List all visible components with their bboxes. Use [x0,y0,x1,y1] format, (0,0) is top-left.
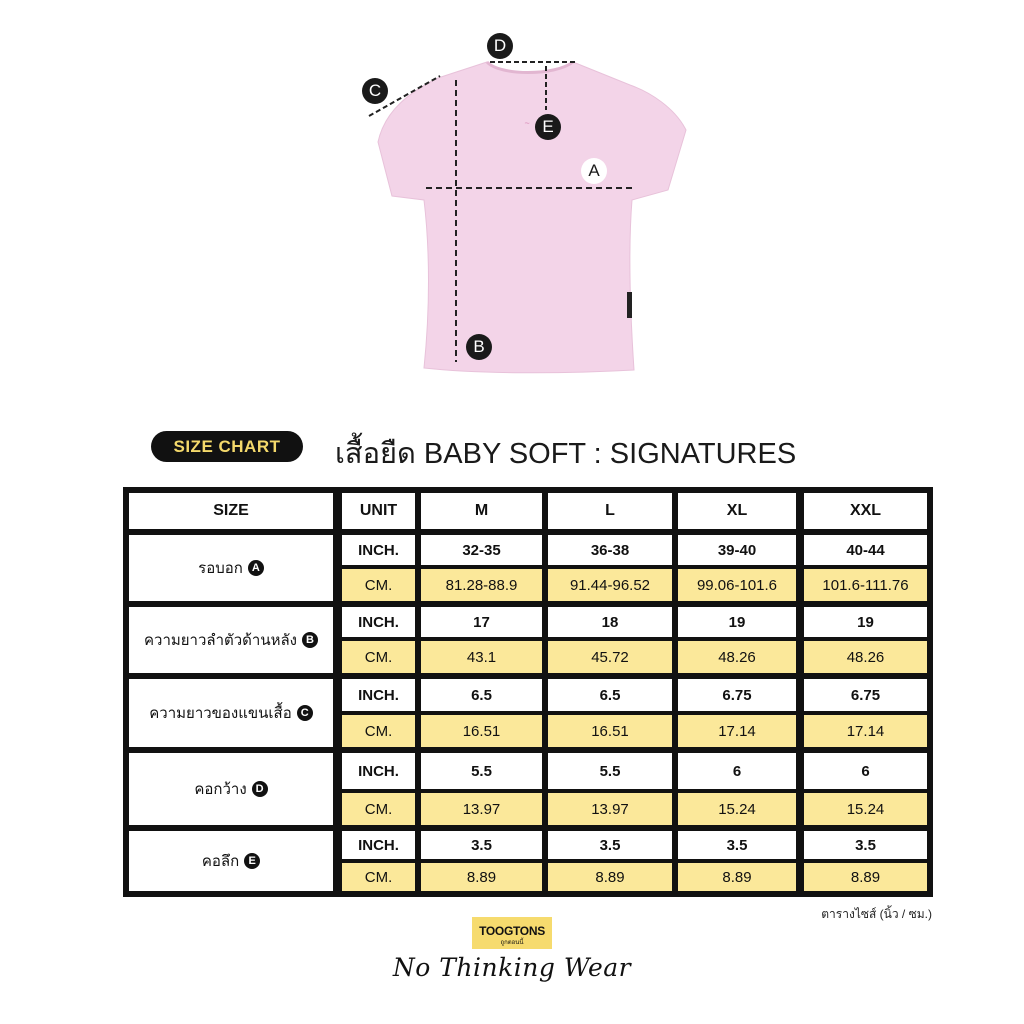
row-label-text: คอลึก [201,853,240,870]
row-label-back-length [129,607,333,673]
table-cell: 15.24 [804,793,927,825]
table-cell: 8.89 [804,863,927,891]
table-cell: 3.5 [548,831,672,859]
shirt-shape [378,62,686,373]
table-cell: 99.06-101.6 [678,569,796,601]
brand-name: TOOGTONS [479,924,545,938]
table-cell: 6 [678,753,796,789]
table-cell: 6 [804,753,927,789]
row-label-sleeve-length [129,679,333,747]
side-tag [627,292,632,318]
unit-cm: CM. [342,641,415,673]
table-cell: 6.5 [421,679,542,711]
table-cell: 5.5 [421,753,542,789]
table-cell: 6.75 [678,679,796,711]
unit-cm: CM. [342,863,415,891]
row-marker-e: E [244,853,260,869]
table-cell: 48.26 [678,641,796,673]
row-marker-a: A [248,560,264,576]
table-cell: 16.51 [548,715,672,747]
row-label-text: ความยาวลำตัวด้านหลัง [143,632,297,649]
table-cell: 48.26 [804,641,927,673]
row-label-text: รอบอก [198,560,243,577]
row-label-text: คอกว้าง [194,781,247,798]
tagline: No Thinking Wear [392,953,632,982]
table-cell: 17 [421,607,542,637]
unit-inch: INCH. [342,607,415,637]
unit-inch: INCH. [342,679,415,711]
table-cell: 3.5 [678,831,796,859]
shirt-diagram [0,0,1024,400]
table-cell: 15.24 [678,793,796,825]
row-label-neck-width [129,753,333,825]
header-size: SIZE [129,493,333,529]
chest-embroidery: ~ [524,118,530,128]
row-marker-c: C [297,705,313,721]
header-size-m: M [421,493,542,529]
product-title: เสื้อยืด BABY SOFT : SIGNATURES [335,438,797,470]
table-cell: 8.89 [421,863,542,891]
table-cell: 13.97 [548,793,672,825]
table-cell: 8.89 [548,863,672,891]
row-marker-b: B [302,632,318,648]
header-size-xl: XL [678,493,796,529]
table-cell: 101.6-111.76 [804,569,927,601]
table-cell: 3.5 [804,831,927,859]
table-cell: 6.75 [804,679,927,711]
unit-cm: CM. [342,715,415,747]
table-cell: 6.5 [548,679,672,711]
row-marker-d: D [252,781,268,797]
shirt-illustration [0,0,1024,400]
unit-cm: CM. [342,569,415,601]
unit-cm: CM. [342,793,415,825]
marker-e: E [535,114,561,140]
row-label-neck-depth [129,831,333,891]
table-cell: 43.1 [421,641,542,673]
table-cell: 17.14 [804,715,927,747]
table-cell: 81.28-88.9 [421,569,542,601]
marker-a: A [581,158,607,184]
header-size-xxl: XXL [804,493,927,529]
row-label-text: ความยาวของแขนเสื้อ [149,705,292,722]
unit-inch: INCH. [342,535,415,565]
table-cell: 36-38 [548,535,672,565]
marker-c: C [362,78,388,104]
table-cell: 13.97 [421,793,542,825]
marker-b: B [466,334,492,360]
table-cell: 3.5 [421,831,542,859]
header-size-l: L [548,493,672,529]
row-label-chest [129,535,333,601]
table-cell: 8.89 [678,863,796,891]
unit-inch: INCH. [342,753,415,789]
header-unit: UNIT [342,493,415,529]
table-cell: 40-44 [804,535,927,565]
table-cell: 19 [804,607,927,637]
brand-logo [472,917,552,949]
table-cell: 18 [548,607,672,637]
unit-inch: INCH. [342,831,415,859]
table-cell: 45.72 [548,641,672,673]
table-cell: 91.44-96.52 [548,569,672,601]
brand-subtext: ถูกตอนนี้ [500,940,524,946]
unit-caption: ตารางไซส์ (นิ้ว / ซม.) [821,907,932,921]
size-chart-badge: SIZE CHART [151,431,303,462]
table-cell: 32-35 [421,535,542,565]
size-table [123,487,933,897]
table-cell: 5.5 [548,753,672,789]
table-cell: 39-40 [678,535,796,565]
table-cell: 16.51 [421,715,542,747]
marker-d: D [487,33,513,59]
table-cell: 19 [678,607,796,637]
table-cell: 17.14 [678,715,796,747]
